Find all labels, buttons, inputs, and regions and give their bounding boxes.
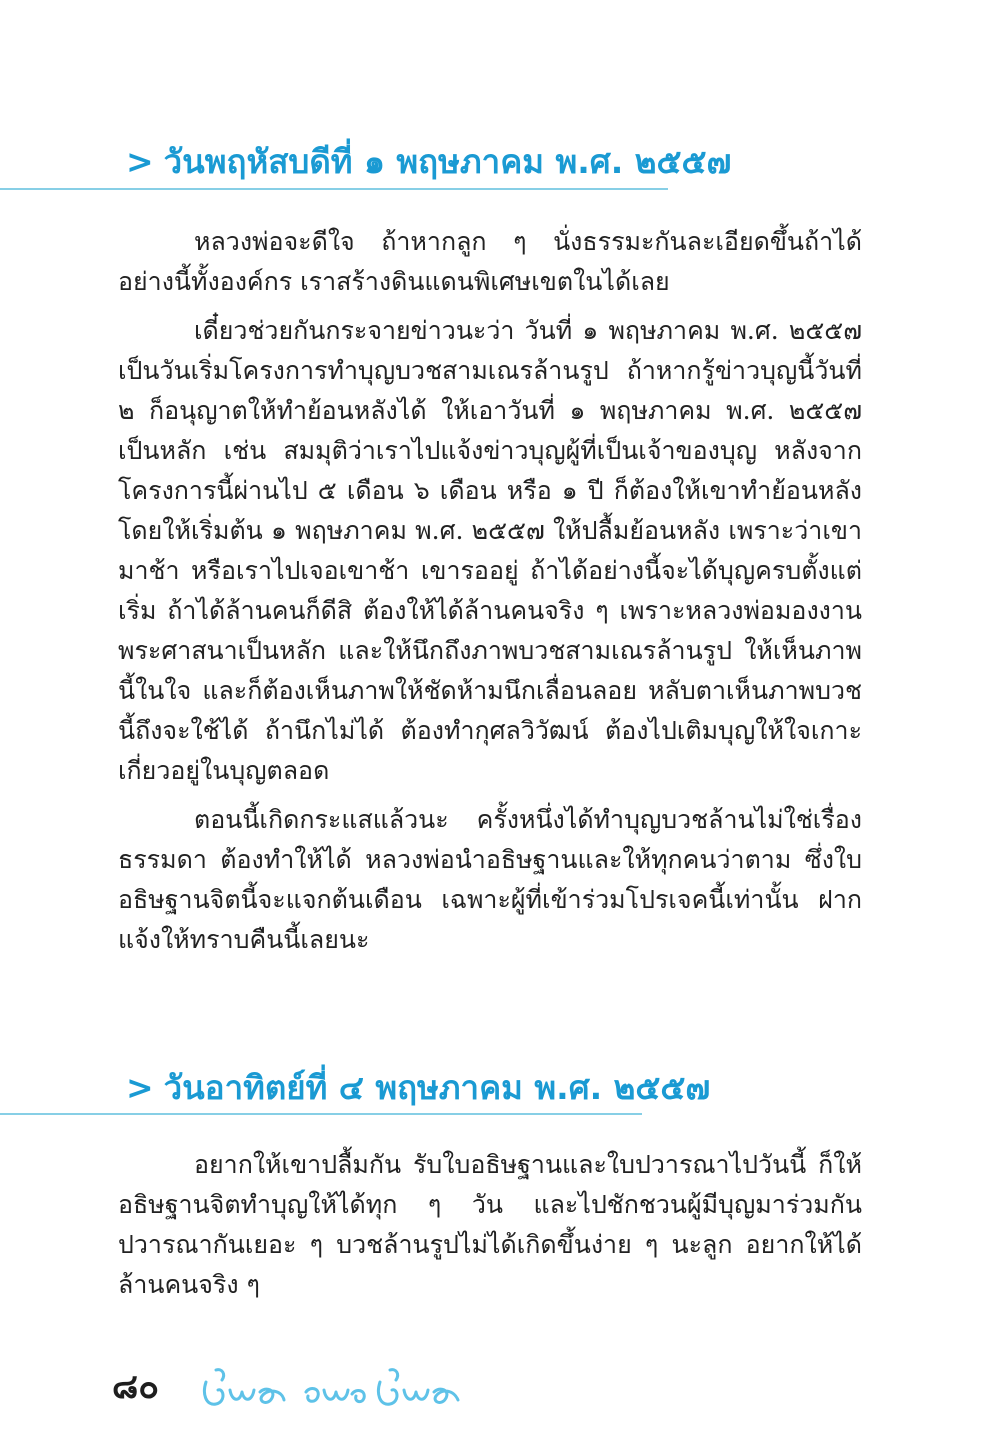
section-heading-1-text: วันพฤหัสบดีที่ ๑ พฤษภาคม พ.ศ. ๒๕๕๗ xyxy=(163,142,732,181)
page-number: ๘๐ xyxy=(112,1367,159,1407)
brand-script-logo xyxy=(196,1360,466,1416)
section-body-2 xyxy=(118,1145,862,1314)
section-heading-2 xyxy=(126,1066,710,1110)
chevron-right-icon: > xyxy=(126,1068,154,1107)
paragraph: อยากให้เขาปลื้มกัน รับใบอธิษฐานและใบปวารณาไปวันนี้ ก็ให้อธิษฐานจิตทำบุญให้ได้ทุก ๆ วัน และไปชักชวนผู้มีบุญมาร่วมกันปวารณากันเยอะ ๆ บวชล้านรูปไม่ได้เกิดขึ้นง่าย ๆ นะลูก อยากให้ได้ล้านคนจริง ๆ xyxy=(118,1150,862,1299)
section-heading-1 xyxy=(126,140,731,184)
heading-rule-2 xyxy=(0,1113,642,1115)
paragraph: หลวงพ่อจะดีใจ ถ้าหากลูก ๆ นั่งธรรมะกันละเอียดขึ้นถ้าได้อย่างนี้ทั้งองค์กร เราสร้างดินแดนพิเศษเขตในได้เลย xyxy=(118,227,862,296)
heading-rule-1 xyxy=(0,188,668,190)
chevron-right-icon: > xyxy=(126,142,154,181)
section-heading-2-text: วันอาทิตย์ที่ ๔ พฤษภาคม พ.ศ. ๒๕๕๗ xyxy=(163,1068,711,1107)
section-body-1 xyxy=(118,222,862,969)
paragraph: ตอนนี้เกิดกระแสแล้วนะ ครั้งหนึ่งได้ทำบุญบวชล้านไม่ใช่เรื่องธรรมดา ต้องทำให้ได้ หลวงพ่อนำอธิษฐานและให้ทุกคนว่าตาม ซึ่งใบอธิษฐานจิตนี้จะแจกต้นเดือน เฉพาะผู้ที่เข้าร่วมโปรเจคนี้เท่านั้น ฝากแจ้งให้ทราบคืนนี้เลยนะ xyxy=(118,805,862,954)
paragraph: เดี๋ยวช่วยกันกระจายข่าวนะว่า วันที่ ๑ พฤษภาคม พ.ศ. ๒๕๕๗ เป็นวันเริ่มโครงการทำบุญบวชสามเณรล้านรูป ถ้าหากรู้ข่าวบุญนี้วันที่ ๒ ก็อนุญาตให้ทำย้อนหลังได้ ให้เอาวันที่ ๑ พฤษภาคม พ.ศ. ๒๕๕๗ เป็นหลัก เช่น สมมุติว่าเราไปแจ้งข่าวบุญผู้ที่เป็นเจ้าของบุญ หลังจากโครงการนี้ผ่านไป ๕ เดือน ๖ เดือน หรือ ๑ ปี ก็ต้องให้เขาทำย้อนหลัง โดยให้เริ่มต้น ๑ พฤษภาคม พ.ศ. ๒๕๕๗ ให้ปลื้มย้อนหลัง เพราะว่าเขามาช้า หรือเราไปเจอเขาช้า เขารออยู่ ถ้าได้อย่างนี้จะได้บุญครบตั้งแต่เริ่ม ถ้าได้ล้านคนก็ดีสิ ต้องให้ได้ล้านคนจริง ๆ เพราะหลวงพ่อมองงานพระศาสนาเป็นหลัก และให้นึกถึงภาพบวชสามเณรล้านรูป ให้เห็นภาพนี้ในใจ และก็ต้องเห็นภาพให้ชัดห้ามนึกเลื่อนลอย หลับตาเห็นภาพบวชนี้ถึงจะใช้ได้ ถ้านึกไม่ได้ ต้องทำกุศลวิวัฒน์ ต้องไปเติมบุญให้ใจเกาะเกี่ยวอยู่ในบุญตลอด xyxy=(118,316,862,785)
